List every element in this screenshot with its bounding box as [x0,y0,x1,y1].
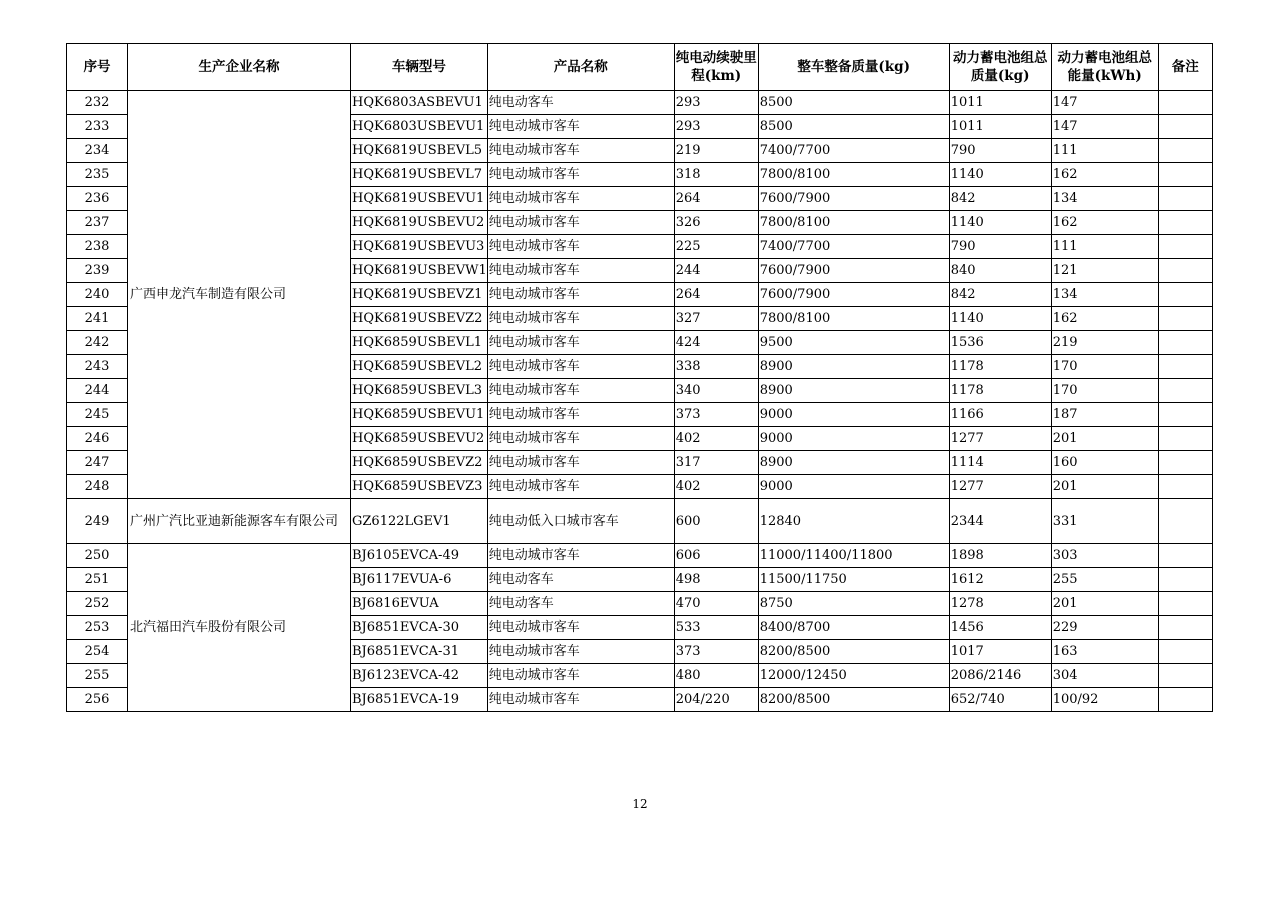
battery-energy-cell: 331 [1051,499,1158,544]
battery-energy-cell: 187 [1051,403,1158,427]
battery-mass-cell: 1178 [949,355,1051,379]
product-cell: 纯电动城市客车 [487,259,674,283]
remarks-cell [1158,475,1212,499]
battery-mass-cell: 790 [949,235,1051,259]
header-product-name: 产品名称 [487,44,674,91]
battery-energy-cell: 304 [1051,664,1158,688]
range-cell: 327 [674,307,758,331]
weight-cell: 8500 [758,115,949,139]
battery-mass-cell: 1898 [949,544,1051,568]
battery-mass-cell: 1140 [949,307,1051,331]
product-cell: 纯电动城市客车 [487,664,674,688]
product-cell: 纯电动城市客车 [487,331,674,355]
remarks-cell [1158,427,1212,451]
battery-energy-cell: 170 [1051,379,1158,403]
battery-energy-cell: 111 [1051,235,1158,259]
range-cell: 317 [674,451,758,475]
range-cell: 340 [674,379,758,403]
model-cell: HQK6859USBEVL1 [351,331,488,355]
seq-cell: 241 [67,307,128,331]
battery-mass-cell: 1011 [949,91,1051,115]
battery-mass-cell: 842 [949,283,1051,307]
model-cell: BJ6851EVCA-31 [351,640,488,664]
remarks-cell [1158,499,1212,544]
remarks-cell [1158,307,1212,331]
model-cell: BJ6105EVCA-49 [351,544,488,568]
seq-cell: 243 [67,355,128,379]
remarks-cell [1158,403,1212,427]
weight-cell: 9000 [758,475,949,499]
model-cell: HQK6819USBEVL7 [351,163,488,187]
seq-cell: 233 [67,115,128,139]
battery-energy-cell: 134 [1051,283,1158,307]
battery-mass-cell: 2086/2146 [949,664,1051,688]
battery-energy-cell: 162 [1051,307,1158,331]
range-cell: 480 [674,664,758,688]
battery-mass-cell: 790 [949,139,1051,163]
battery-energy-cell: 134 [1051,187,1158,211]
weight-cell: 8200/8500 [758,688,949,712]
product-cell: 纯电动城市客车 [487,640,674,664]
weight-cell: 11500/11750 [758,568,949,592]
range-cell: 498 [674,568,758,592]
range-cell: 204/220 [674,688,758,712]
seq-cell: 246 [67,427,128,451]
battery-energy-cell: 303 [1051,544,1158,568]
model-cell: HQK6859USBEVU2 [351,427,488,451]
remarks-cell [1158,688,1212,712]
battery-mass-cell: 1536 [949,331,1051,355]
model-cell: HQK6859USBEVL2 [351,355,488,379]
remarks-cell [1158,544,1212,568]
battery-energy-cell: 201 [1051,475,1158,499]
range-cell: 533 [674,616,758,640]
weight-cell: 8400/8700 [758,616,949,640]
product-cell: 纯电动城市客车 [487,379,674,403]
remarks-cell [1158,664,1212,688]
remarks-cell [1158,379,1212,403]
remarks-cell [1158,259,1212,283]
range-cell: 264 [674,187,758,211]
range-cell: 424 [674,331,758,355]
model-cell: GZ6122LGEV1 [351,499,488,544]
battery-energy-cell: 201 [1051,592,1158,616]
weight-cell: 7600/7900 [758,283,949,307]
battery-energy-cell: 100/92 [1051,688,1158,712]
range-cell: 606 [674,544,758,568]
model-cell: HQK6819USBEVU3 [351,235,488,259]
product-cell: 纯电动城市客车 [487,211,674,235]
weight-cell: 8900 [758,355,949,379]
seq-cell: 251 [67,568,128,592]
product-cell: 纯电动客车 [487,592,674,616]
remarks-cell [1158,355,1212,379]
seq-cell: 250 [67,544,128,568]
table-header-row [67,44,1213,91]
model-cell: HQK6819USBEVZ1 [351,283,488,307]
remarks-cell [1158,640,1212,664]
model-cell: BJ6851EVCA-19 [351,688,488,712]
battery-energy-cell: 160 [1051,451,1158,475]
model-cell: BJ6117EVUA-6 [351,568,488,592]
range-cell: 600 [674,499,758,544]
model-cell: HQK6803USBEVU1 [351,115,488,139]
remarks-cell [1158,91,1212,115]
document-table-container [66,43,1213,712]
remarks-cell [1158,331,1212,355]
range-cell: 293 [674,115,758,139]
seq-cell: 256 [67,688,128,712]
remarks-cell [1158,115,1212,139]
table-row [67,544,1213,568]
battery-mass-cell: 1140 [949,211,1051,235]
battery-mass-cell: 840 [949,259,1051,283]
seq-cell: 236 [67,187,128,211]
header-range: 纯电动续驶里程(km) [674,44,758,91]
battery-mass-cell: 1278 [949,592,1051,616]
product-cell: 纯电动城市客车 [487,163,674,187]
battery-energy-cell: 147 [1051,115,1158,139]
model-cell: HQK6859USBEVL3 [351,379,488,403]
table-row [67,499,1213,544]
product-cell: 纯电动城市客车 [487,283,674,307]
range-cell: 318 [674,163,758,187]
seq-cell: 240 [67,283,128,307]
weight-cell: 7400/7700 [758,235,949,259]
model-cell: HQK6819USBEVZ2 [351,307,488,331]
seq-cell: 238 [67,235,128,259]
seq-cell: 249 [67,499,128,544]
seq-cell: 245 [67,403,128,427]
manufacturer-cell: 广州广汽比亚迪新能源客车有限公司 [128,499,351,544]
remarks-cell [1158,616,1212,640]
model-cell: HQK6819USBEVW1 [351,259,488,283]
seq-cell: 237 [67,211,128,235]
range-cell: 225 [674,235,758,259]
seq-cell: 239 [67,259,128,283]
product-cell: 纯电动城市客车 [487,427,674,451]
weight-cell: 7600/7900 [758,187,949,211]
battery-mass-cell: 1277 [949,475,1051,499]
product-cell: 纯电动城市客车 [487,187,674,211]
product-cell: 纯电动城市客车 [487,616,674,640]
model-cell: HQK6859USBEVZ2 [351,451,488,475]
battery-mass-cell: 1114 [949,451,1051,475]
battery-mass-cell: 1277 [949,427,1051,451]
model-cell: BJ6851EVCA-30 [351,616,488,640]
weight-cell: 8900 [758,379,949,403]
range-cell: 470 [674,592,758,616]
product-cell: 纯电动低入口城市客车 [487,499,674,544]
battery-energy-cell: 201 [1051,427,1158,451]
range-cell: 373 [674,403,758,427]
battery-energy-cell: 147 [1051,91,1158,115]
seq-cell: 232 [67,91,128,115]
remarks-cell [1158,235,1212,259]
product-cell: 纯电动城市客车 [487,544,674,568]
product-cell: 纯电动客车 [487,568,674,592]
battery-energy-cell: 229 [1051,616,1158,640]
remarks-cell [1158,139,1212,163]
range-cell: 244 [674,259,758,283]
battery-mass-cell: 2344 [949,499,1051,544]
model-cell: HQK6819USBEVU1 [351,187,488,211]
header-curb-weight: 整车整备质量(kg) [758,44,949,91]
battery-mass-cell: 1178 [949,379,1051,403]
battery-mass-cell: 1017 [949,640,1051,664]
product-cell: 纯电动城市客车 [487,139,674,163]
battery-energy-cell: 255 [1051,568,1158,592]
weight-cell: 12000/12450 [758,664,949,688]
weight-cell: 9000 [758,427,949,451]
header-remarks: 备注 [1158,44,1212,91]
seq-cell: 234 [67,139,128,163]
range-cell: 293 [674,91,758,115]
battery-mass-cell: 1456 [949,616,1051,640]
range-cell: 326 [674,211,758,235]
remarks-cell [1158,187,1212,211]
seq-cell: 254 [67,640,128,664]
remarks-cell [1158,283,1212,307]
battery-mass-cell: 1140 [949,163,1051,187]
model-cell: HQK6803ASBEVU1 [351,91,488,115]
range-cell: 338 [674,355,758,379]
battery-mass-cell: 652/740 [949,688,1051,712]
battery-mass-cell: 1612 [949,568,1051,592]
model-cell: HQK6859USBEVZ3 [351,475,488,499]
weight-cell: 7800/8100 [758,211,949,235]
product-cell: 纯电动城市客车 [487,235,674,259]
header-seq: 序号 [67,44,128,91]
product-cell: 纯电动城市客车 [487,475,674,499]
model-cell: HQK6819USBEVL5 [351,139,488,163]
battery-mass-cell: 1011 [949,115,1051,139]
product-cell: 纯电动城市客车 [487,355,674,379]
product-cell: 纯电动城市客车 [487,451,674,475]
seq-cell: 244 [67,379,128,403]
seq-cell: 252 [67,592,128,616]
seq-cell: 242 [67,331,128,355]
weight-cell: 8500 [758,91,949,115]
weight-cell: 7800/8100 [758,163,949,187]
seq-cell: 253 [67,616,128,640]
product-cell: 纯电动城市客车 [487,403,674,427]
remarks-cell [1158,592,1212,616]
battery-energy-cell: 162 [1051,163,1158,187]
product-cell: 纯电动城市客车 [487,115,674,139]
remarks-cell [1158,163,1212,187]
header-battery-mass: 动力蓄电池组总质量(kg) [949,44,1051,91]
header-vehicle-model: 车辆型号 [351,44,488,91]
battery-energy-cell: 111 [1051,139,1158,163]
weight-cell: 12840 [758,499,949,544]
seq-cell: 235 [67,163,128,187]
manufacturer-cell: 北汽福田汽车股份有限公司 [128,544,351,712]
seq-cell: 255 [67,664,128,688]
header-battery-energy: 动力蓄电池组总能量(kWh) [1051,44,1158,91]
battery-energy-cell: 219 [1051,331,1158,355]
remarks-cell [1158,568,1212,592]
model-cell: HQK6859USBEVU1 [351,403,488,427]
manufacturer-cell: 广西申龙汽车制造有限公司 [128,91,351,499]
battery-energy-cell: 163 [1051,640,1158,664]
model-cell: BJ6123EVCA-42 [351,664,488,688]
vehicle-catalog-table [66,43,1213,712]
model-cell: HQK6819USBEVU2 [351,211,488,235]
battery-mass-cell: 842 [949,187,1051,211]
range-cell: 264 [674,283,758,307]
weight-cell: 8200/8500 [758,640,949,664]
weight-cell: 8900 [758,451,949,475]
weight-cell: 8750 [758,592,949,616]
range-cell: 373 [674,640,758,664]
weight-cell: 11000/11400/11800 [758,544,949,568]
battery-energy-cell: 170 [1051,355,1158,379]
product-cell: 纯电动客车 [487,91,674,115]
seq-cell: 247 [67,451,128,475]
product-cell: 纯电动城市客车 [487,688,674,712]
model-cell: BJ6816EVUA [351,592,488,616]
product-cell: 纯电动城市客车 [487,307,674,331]
page-number: 12 [632,797,648,811]
range-cell: 402 [674,475,758,499]
weight-cell: 9000 [758,403,949,427]
weight-cell: 7400/7700 [758,139,949,163]
battery-energy-cell: 162 [1051,211,1158,235]
seq-cell: 248 [67,475,128,499]
range-cell: 402 [674,427,758,451]
battery-mass-cell: 1166 [949,403,1051,427]
table-row [67,91,1213,115]
weight-cell: 7600/7900 [758,259,949,283]
battery-energy-cell: 121 [1051,259,1158,283]
remarks-cell [1158,451,1212,475]
weight-cell: 9500 [758,331,949,355]
remarks-cell [1158,211,1212,235]
header-manufacturer: 生产企业名称 [128,44,351,91]
weight-cell: 7800/8100 [758,307,949,331]
range-cell: 219 [674,139,758,163]
